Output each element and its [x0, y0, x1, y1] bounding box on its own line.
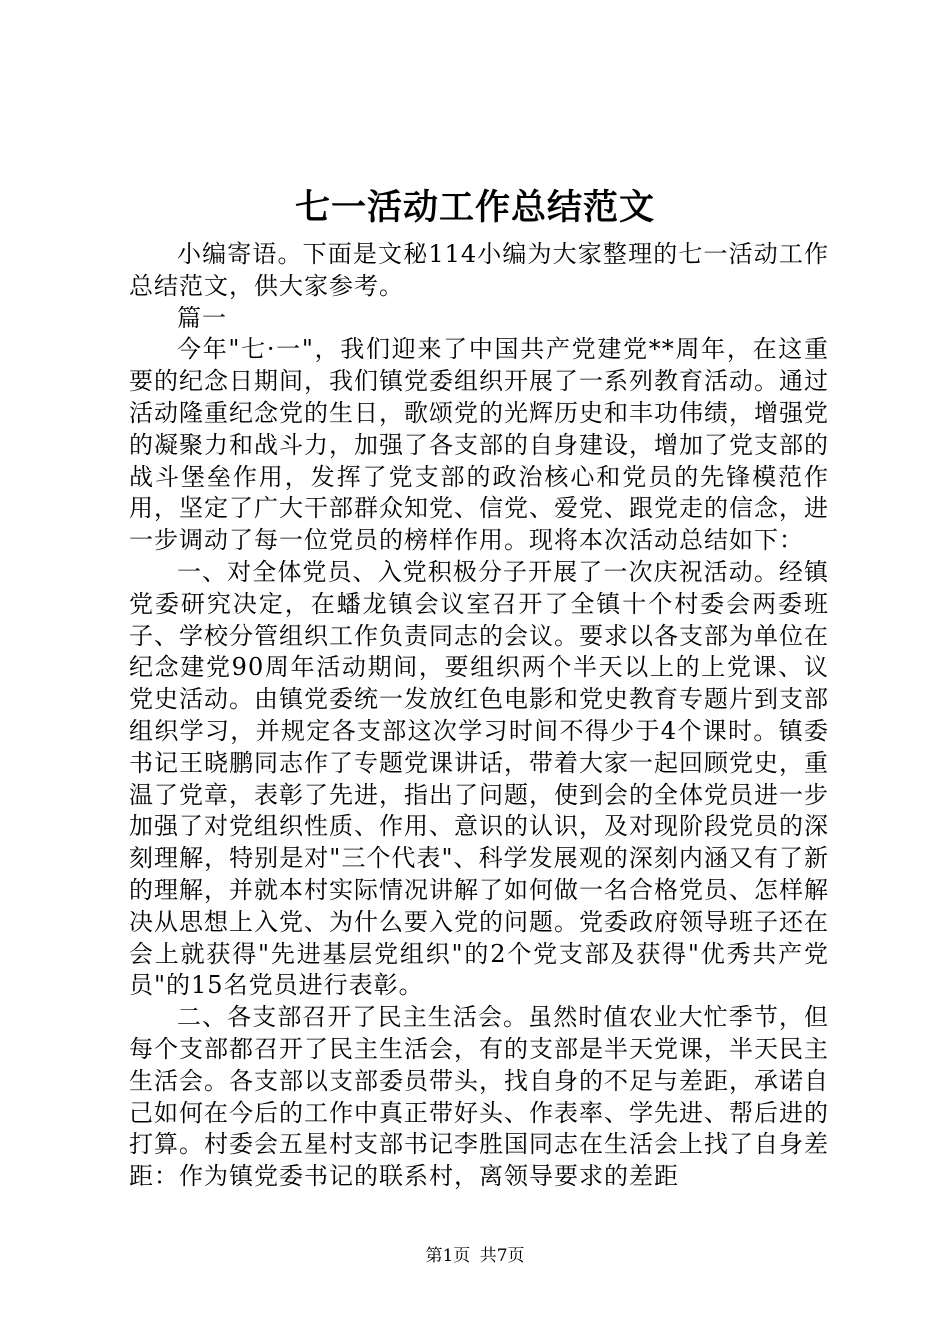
page-footer: [0, 1244, 950, 1268]
total-pages: 共7页: [479, 1246, 525, 1266]
body-paragraph: 今年"七·一"，我们迎来了中国共产党建党**周年，在这重要的纪念日期间，我们镇党委组织开展了一系列教育活动。通过活动隆重纪念党的生日，歌颂党的光辉历史和丰功伟绩，增强党的凝聚力和战斗力，加强了各支部的自身建设，增加了党支部的战斗堡垒作用，发挥了党支部的政治核心和党员的先锋模范作用，坚定了广大干部群众知党、信党、爱党、跟党走的信念，进一步调动了每一位党员的榜样作用。现将本次活动总结如下：: [129, 335, 829, 555]
intro-paragraph: 小编寄语。下面是文秘114小编为大家整理的七一活动工作总结范文，供大家参考。: [129, 240, 829, 300]
document-title: 七一活动工作总结范文: [294, 187, 655, 228]
section-heading: 篇一: [177, 303, 227, 332]
page-number: 第1页: [425, 1246, 471, 1266]
body-paragraph: 一、对全体党员、入党积极分子开展了一次庆祝活动。经镇党委研究决定，在蟠龙镇会议室召开了全镇十个村委会两委班子、学校分管组织工作负责同志的会议。要求以各支部为单位在纪念建党90周年活动期间，要组织两个半天以上的上党课、议党史活动。由镇党委统一发放红色电影和党史教育专题片到支部组织学习，并规定各支部这次学习时间不得少于4个课时。镇委书记王晓鹏同志作了专题党课讲话，带着大家一起回顾党史，重温了党章，表彰了先进，指出了问题，使到会的全体党员进一步加强了对党组织性质、作用、意识的认识，及对现阶段党员的深刻理解，特别是对"三个代表"、科学发展观的深刻内涵又有了新的理解，并就本村实际情况讲解了如何做一名合格党员、怎样解决从思想上入党、为什么要入党的问题。党委政府领导班子还在会上就获得"先进基层党组织"的2个党支部及获得"优秀共产党员"的15名党员进行表彰。: [129, 557, 829, 1000]
body-paragraph: 二、各支部召开了民主生活会。虽然时值农业大忙季节，但每个支部都召开了民主生活会，有的支部是半天党课，半天民主生活会。各支部以支部委员带头，找自身的不足与差距，承诺自己如何在今后的工作中真正带好头、作表率、学先进、帮后进的打算。村委会五星村支部书记李胜国同志在生活会上找了自身差距：作为镇党委书记的联系村，离领导要求的差距: [129, 1003, 829, 1191]
document-body: [129, 239, 829, 1193]
